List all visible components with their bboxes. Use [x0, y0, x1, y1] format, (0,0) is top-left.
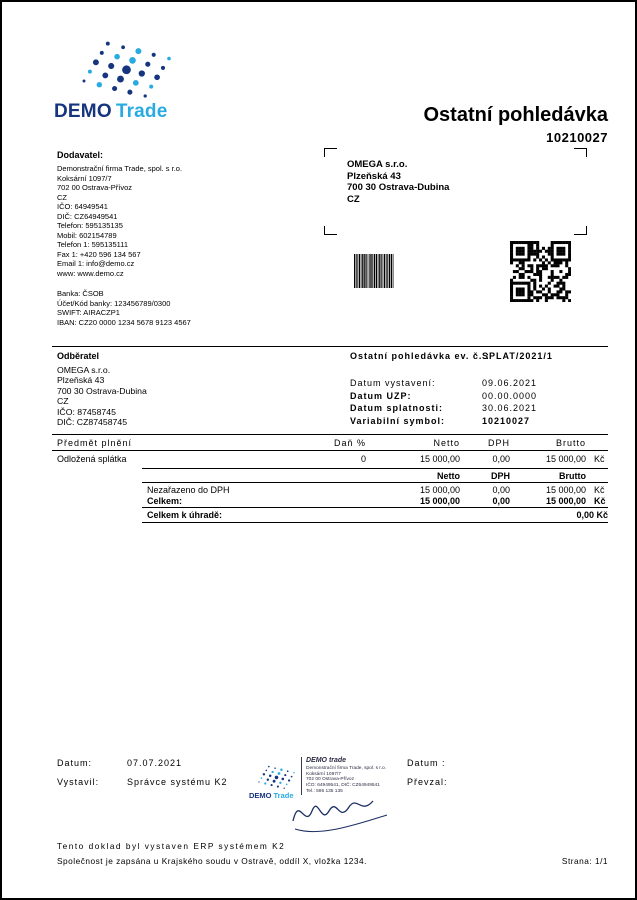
footer-line-1: Tento doklad byl vystaven ERP systémem K2	[57, 841, 286, 851]
item-netto: 15 000,00	[419, 454, 460, 464]
supplier-line: Fax 1: +420 596 134 567	[57, 249, 141, 259]
customer-label: Odběratel	[57, 351, 100, 361]
item-tax: 0	[360, 454, 366, 464]
supplier-line: DIČ: CZ64949541	[57, 211, 118, 221]
document-title: Ostatní pohledávka	[423, 104, 608, 126]
supplier-bank-line: SWIFT: AIRACZP1	[57, 308, 120, 317]
corner-mark-bottom-left	[324, 226, 337, 235]
corner-mark-top-left	[324, 148, 337, 157]
received-date-label: Datum :	[407, 758, 446, 768]
total-row-netto: 15 000,00	[419, 496, 460, 506]
issue-date-label: Datum vystavení:	[350, 378, 436, 388]
amount-due-label: Celkem k úhradě:	[147, 510, 223, 520]
recipient-line: CZ	[347, 193, 360, 205]
supplier-line: Mobil: 602154789	[57, 230, 117, 240]
evidence-number-label: Ostatní pohledávka ev. č. :	[350, 351, 490, 361]
col-header-tax: Daň %	[333, 438, 366, 448]
stamp-line: Koksární 1097/7	[306, 771, 341, 777]
due-date-label: Datum splatnosti:	[350, 403, 444, 413]
col-header-dph: DPH	[487, 438, 510, 448]
customer-line: DIČ: CZ87458745	[57, 417, 128, 428]
supplier-label: Dodavatel:	[57, 150, 104, 160]
stamp-line: Demonstrační firma Trade, spol. s r.o.	[306, 766, 386, 771]
recipient-line: 700 30 Ostrava-Dubina	[347, 182, 450, 193]
customer-address	[57, 365, 147, 427]
stamp-brand-trade: Trade	[273, 791, 294, 800]
page-number: Strana: 1/1	[561, 856, 608, 866]
stamp-brand-demo: DEMO	[249, 791, 272, 800]
evidence-number-value: SPLAT/2021/1	[482, 351, 553, 361]
received-by-label: Převzal:	[407, 777, 448, 787]
col-header-subject: Předmět plnění	[57, 438, 133, 448]
divider	[142, 468, 608, 469]
supplier-bank-line: Banka: ČSOB	[57, 289, 104, 298]
footer-line-2: Společnost je zapsána u Krajského soudu v Ostravě, oddíl X, vložka 1234.	[57, 856, 367, 866]
logo	[54, 101, 168, 123]
qr-code	[510, 241, 571, 302]
supplier-line: 702 00 Ostrava-Přívoz	[57, 183, 133, 192]
variable-symbol-label: Variabilní symbol:	[350, 416, 446, 426]
item-currency: Kč	[594, 454, 605, 464]
summary-row-label: Nezařazeno do DPH	[147, 485, 230, 495]
summary-header-dph: DPH	[490, 471, 510, 481]
supplier-line: Email 1: info@demo.cz	[57, 259, 135, 268]
customer-line: Plzeňská 43	[57, 375, 105, 386]
issued-by-label: Vystavil:	[57, 777, 100, 787]
stamp-line: Tel.: 595 135 135	[306, 788, 343, 794]
total-row-currency: Kč	[594, 496, 606, 506]
issue-date-value: 09.06.2021	[482, 378, 538, 388]
recipient-line: Plzeňská 43	[347, 170, 401, 182]
item-subject: Odložená splátka	[57, 454, 127, 464]
total-row-dph: 0,00	[492, 496, 510, 506]
due-date-value: 30.06.2021	[482, 403, 538, 413]
divider	[52, 434, 608, 435]
supplier-bank	[57, 289, 191, 327]
supplier-line: Koksární 1097/7	[57, 173, 112, 183]
customer-line: 700 30 Ostrava-Dubina	[57, 385, 147, 396]
document-number: 10210027	[546, 130, 608, 145]
issue-date-footer-value: 07.07.2021	[127, 758, 183, 768]
uzp-date-label: Datum UZP:	[350, 391, 412, 401]
supplier-line: www: www.demo.cz	[57, 268, 124, 278]
issue-date-footer-label: Datum:	[57, 758, 93, 768]
supplier-line: IČO: 64949541	[57, 202, 108, 211]
supplier-line: Telefon 1: 595135111	[57, 240, 129, 249]
supplier-address	[57, 164, 182, 278]
summary-row-brutto: 15 000,00	[545, 485, 586, 495]
summary-header-brutto: Brutto	[559, 471, 586, 481]
customer-line: IČO: 87458745	[57, 406, 116, 417]
stamp-header: DEMO trade	[306, 757, 347, 764]
summary-header-netto: Netto	[437, 471, 460, 481]
customer-line: OMEGA s.r.o.	[57, 365, 111, 375]
total-row-label: Celkem:	[147, 496, 183, 506]
supplier-line: Telefon: 595135135	[57, 221, 123, 230]
logo-trade-text: Trade	[115, 101, 168, 122]
issued-by-value: Správce systému K2	[127, 777, 228, 787]
col-header-netto: Netto	[433, 438, 460, 448]
col-header-brutto: Brutto	[555, 438, 586, 448]
item-dph: 0,00	[492, 454, 510, 464]
summary-row-dph: 0,00	[492, 485, 510, 495]
divider	[142, 482, 608, 483]
summary-row-netto: 15 000,00	[419, 485, 460, 495]
total-row-brutto: 15 000,00	[545, 496, 586, 506]
recipient-line: OMEGA s.r.o.	[347, 159, 408, 170]
uzp-date-value: 00.00.0000	[482, 391, 538, 401]
variable-symbol-value: 10210027	[482, 416, 531, 426]
stamp-line: 702 00 Ostrava-Přívoz	[306, 777, 354, 783]
divider	[142, 507, 608, 508]
barcode	[354, 254, 396, 288]
summary-row-currency: Kč	[594, 485, 605, 495]
supplier-bank-line: IBAN: CZ20 0000 1234 5678 9123 4567	[57, 317, 191, 327]
divider	[52, 450, 608, 451]
divider	[52, 346, 608, 347]
amount-due-value: 0,00 Kč	[576, 510, 608, 520]
corner-mark-top-right	[574, 148, 587, 157]
recipient-window-address	[347, 159, 449, 205]
corner-mark-bottom-right	[574, 226, 587, 235]
logo-dots-icon	[72, 35, 184, 99]
logo-demo-text: DEMO	[54, 101, 112, 122]
supplier-line: Demonstrační firma Trade, spol. s r.o.	[57, 164, 183, 173]
supplier-line: CZ	[57, 192, 67, 202]
signature	[285, 785, 395, 840]
divider	[142, 522, 608, 523]
item-brutto: 15 000,00	[545, 454, 586, 464]
supplier-bank-line: Účet/Kód banky: 123456789/0300	[57, 298, 171, 308]
stamp-line: IČO: 64949541, DIČ: CZ64949541	[306, 783, 380, 789]
customer-line: CZ	[57, 396, 69, 407]
